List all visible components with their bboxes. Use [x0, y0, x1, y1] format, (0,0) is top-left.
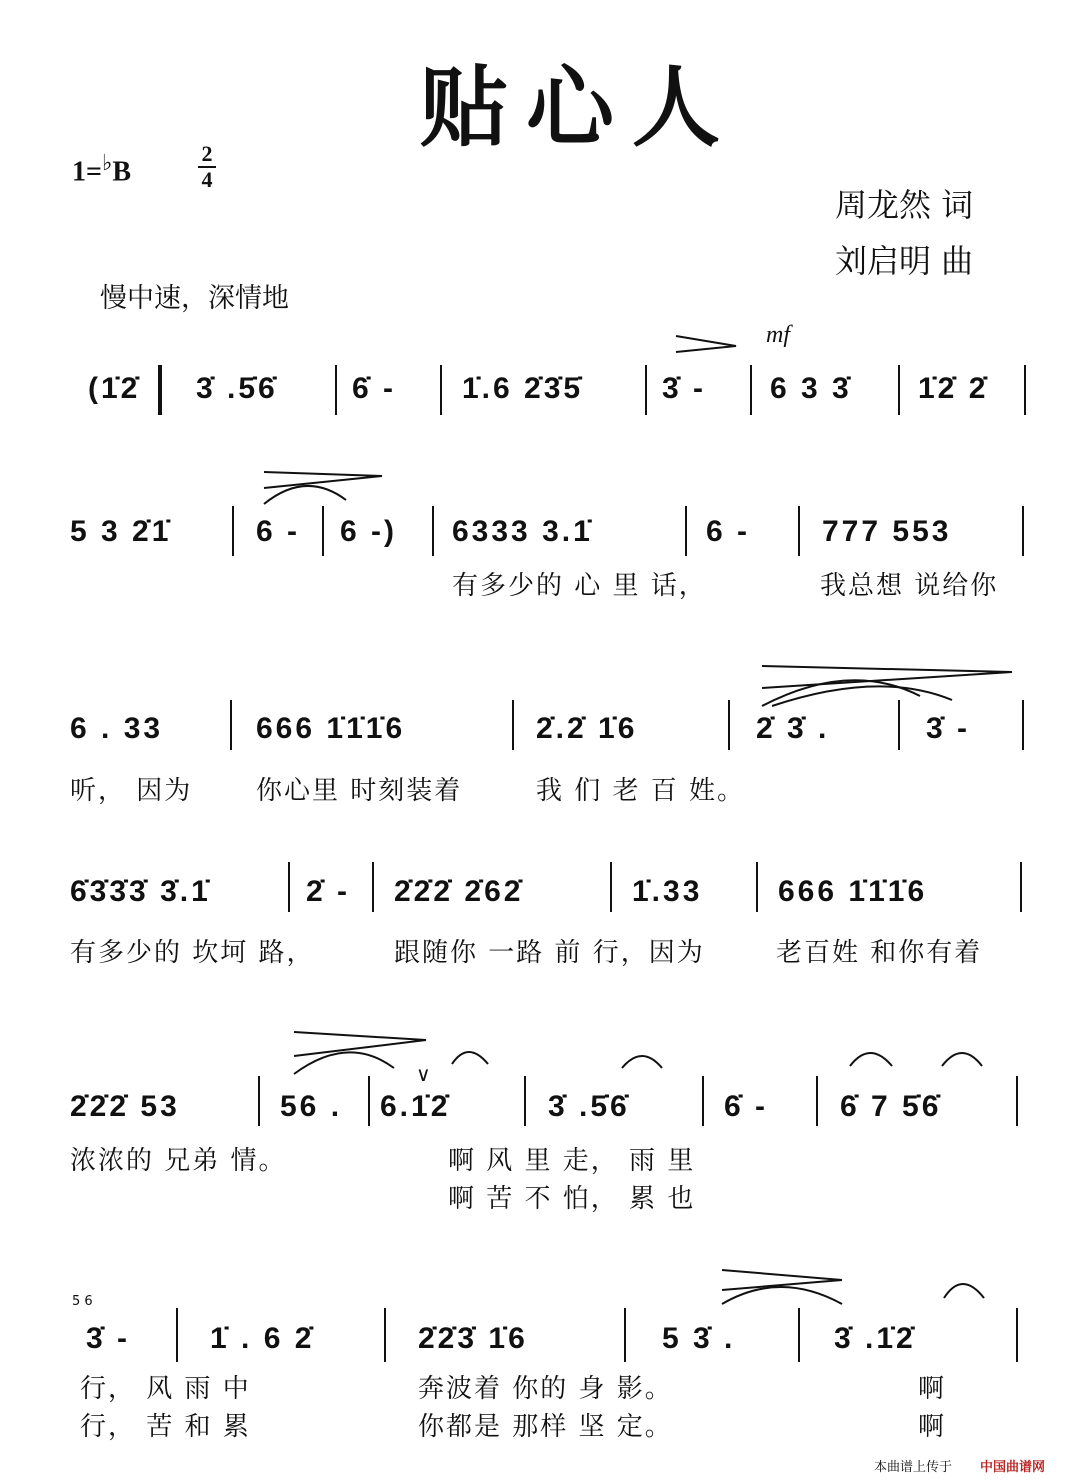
measure-6-1: 3̇ -	[86, 1322, 131, 1355]
measure-2-2: 6 -	[256, 515, 301, 548]
lyric-6-2: 奔波着 你的 身 影。	[418, 1374, 673, 1404]
key-prefix: 1=	[72, 156, 102, 188]
measure-6-3: 2̇2̇3̇ 1̇6	[418, 1322, 528, 1355]
lyric-4-3: 老百姓 和你有着	[776, 938, 983, 968]
lyric-3-2: 你心里 时刻装着	[256, 776, 463, 806]
key-note: B	[112, 156, 132, 188]
measure-1-3: 6̇ -	[352, 372, 397, 405]
grace-note: 5̇ 6	[72, 1294, 93, 1309]
measure-5-3: 6.1̇2̇	[380, 1090, 451, 1123]
measure-4-2: 2̇ -	[306, 875, 351, 908]
measure-5-5: 6̇ -	[724, 1090, 769, 1123]
slur	[722, 1287, 842, 1304]
measure-3-3: 2̇.2̇ 1̇6	[536, 712, 638, 745]
lyric-2-2: 我总想 说给你	[820, 571, 999, 601]
breath-mark: ∨	[416, 1062, 431, 1086]
slur	[452, 1052, 488, 1064]
measure-1-4: 1̇.6 2̇3̇5̇	[462, 372, 584, 405]
time-bottom: 4	[201, 167, 213, 192]
lyric-6-6: 啊	[918, 1412, 947, 1442]
accent-mark	[676, 336, 736, 352]
lyric-5-1: 浓浓的 兄弟 情。	[70, 1146, 287, 1176]
measure-1-5: 3̇ -	[662, 372, 707, 405]
lyric-2-1: 有多少的 心 里 话，	[452, 571, 707, 601]
measure-1-6: 6 3 3̇	[770, 372, 852, 405]
measure-2-1: 5 3 2̇1̇	[70, 515, 172, 548]
measure-2-3: 6 -)	[340, 515, 397, 548]
composer-credit: 刘启明 曲	[835, 242, 974, 280]
slur	[850, 1053, 892, 1066]
lyric-4-2: 跟随你 一路 前 行，因为	[394, 938, 705, 968]
slur	[622, 1056, 662, 1068]
dynamic-marking: mf	[766, 322, 790, 348]
lyric-6-4: 行， 苦 和 累	[80, 1412, 251, 1442]
lyric-4-1: 有多少的 坎坷 路，	[70, 938, 315, 968]
measure-4-1: 6̇3̇3̇3̇ 3̇.1̇	[70, 875, 211, 908]
measure-5-1: 2̇2̇2̇ 53	[70, 1090, 180, 1123]
time-top: 2	[201, 141, 213, 166]
measure-6-2: 1̇ . 6 2̇	[210, 1322, 315, 1355]
lyric-6-3: 啊	[918, 1374, 947, 1404]
measure-5-6: 6̇ 7 5̇6̇	[840, 1090, 942, 1123]
measure-3-4: 2̇ 3̇ .	[756, 712, 830, 745]
measure-3-1: 6 . 33	[70, 712, 164, 745]
measure-3-5: 3̇ -	[926, 712, 971, 745]
slur	[942, 1053, 982, 1066]
slur	[264, 486, 346, 504]
slur	[294, 1052, 394, 1074]
measure-6-5: 3̇ .1̇2̇	[834, 1322, 916, 1355]
decrescendo-mark	[264, 472, 382, 488]
lyricist-credit: 周龙然 词	[835, 186, 974, 224]
measure-5-4: 3̇ .5̇6̇	[548, 1090, 630, 1123]
watermark-logo: 中国曲谱网	[980, 1460, 1046, 1475]
lyric-3-3: 我 们 老 百 姓。	[536, 776, 746, 806]
lyric-6-1: 行， 风 雨 中	[80, 1374, 251, 1404]
flat-sign: ♭	[101, 150, 113, 175]
measure-1-7: 1̇2̇ 2̇	[918, 372, 989, 405]
lyric-3-1: 听， 因为	[70, 776, 193, 806]
lyric-6-5: 你都是 那样 坚 定。	[418, 1412, 673, 1442]
song-title: 贴心人	[420, 55, 739, 159]
measure-3-2: 666 1̇1̇1̇6	[256, 712, 406, 745]
footer-text: 本曲谱上传于	[874, 1460, 953, 1475]
tempo-marking: 慢中速，深情地	[100, 283, 289, 314]
measure-6-4: 5 3̇ .	[662, 1322, 736, 1355]
measure-1-1: (1̇2̇	[88, 372, 141, 405]
lyric-5-3: 啊 苦 不 怕， 累 也	[448, 1184, 696, 1214]
measure-2-4: 6333 3.1̇	[452, 515, 593, 548]
slur	[944, 1284, 984, 1298]
measure-4-4: 1̇.33	[632, 875, 703, 908]
measure-5-2: 56 .	[280, 1090, 343, 1123]
measure-4-5: 666 1̇1̇1̇6	[778, 875, 928, 908]
measure-4-3: 2̇2̇2̇ 2̇62̇	[394, 875, 524, 908]
measure-2-6: 777 553	[822, 515, 952, 548]
lyric-5-2: 啊 风 里 走， 雨 里	[448, 1146, 696, 1176]
measure-2-5: 6 -	[706, 515, 751, 548]
measure-1-2: 3̇ .5̇6̇	[196, 372, 278, 405]
